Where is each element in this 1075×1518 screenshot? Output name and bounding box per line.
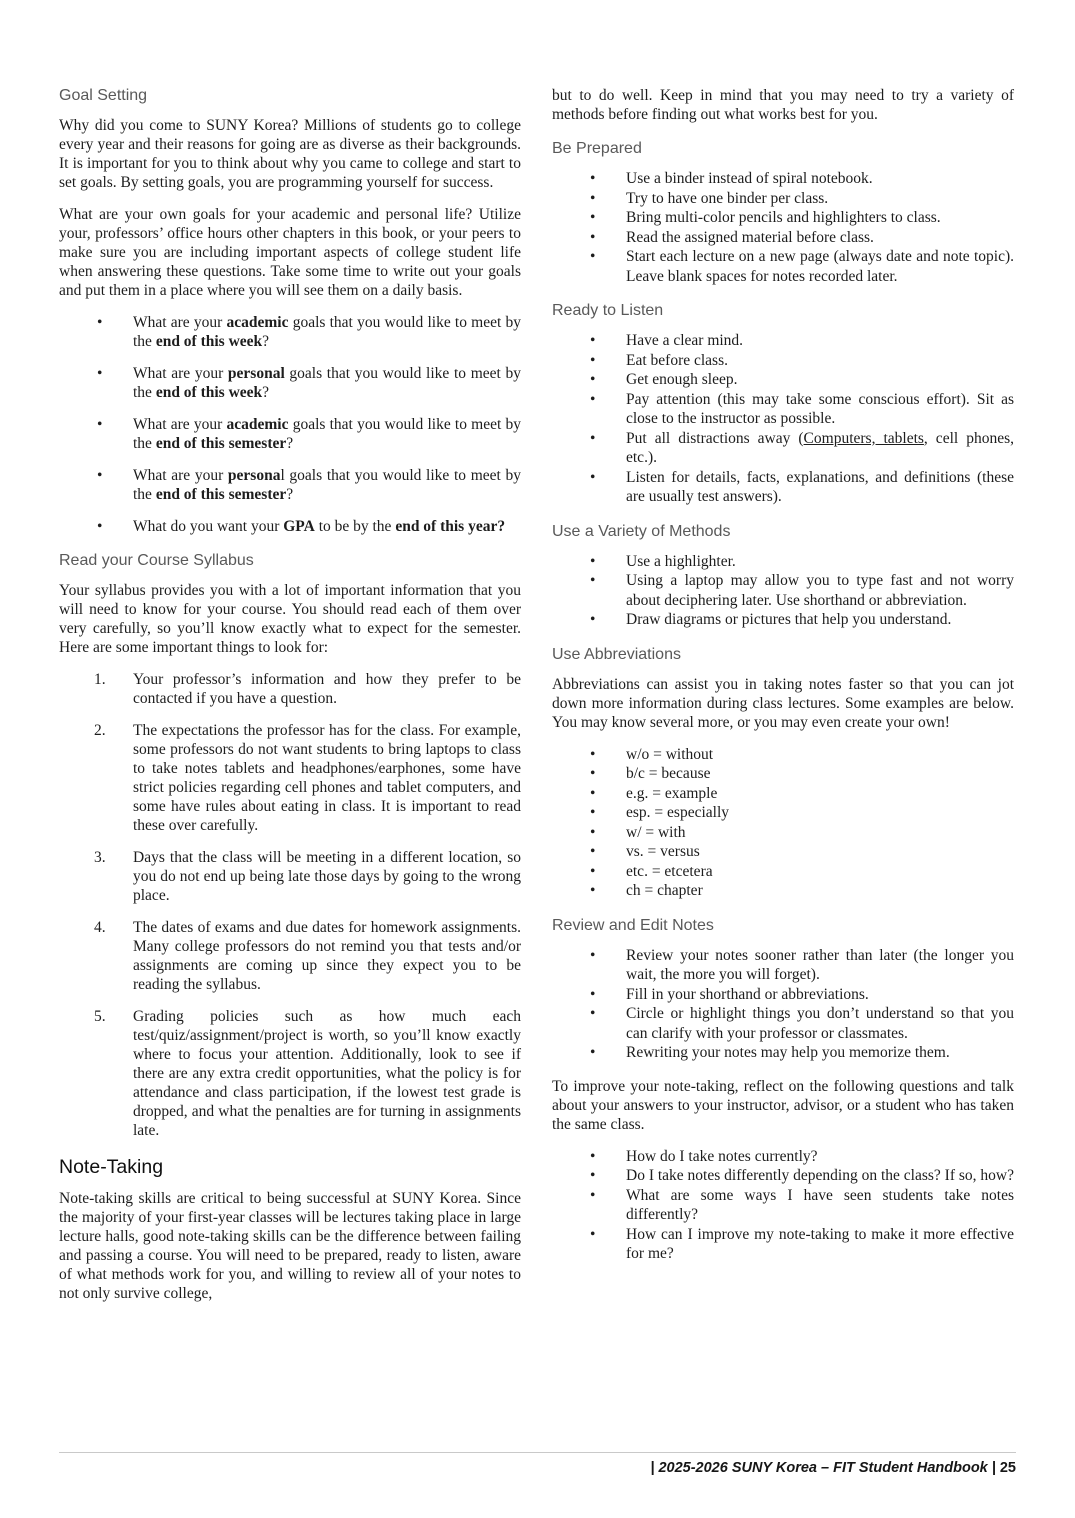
list-item: • Use a binder instead of spiral notebook. bbox=[552, 169, 1014, 189]
paragraph: Note-taking skills are critical to being successful at SUNY Korea. Since the majority of your first-year classes will be lectures taking place in large lecture halls, good note-taking skills can be the difference between failing and passing a course. You will need to be prepared, ready to listen, aware of what methods work for you, and willing to review all of your notes to not only survive college, bbox=[59, 1190, 521, 1302]
bold-text: end of this week bbox=[155, 384, 263, 401]
section-heading: Use a Variety of Methods bbox=[552, 522, 731, 540]
paragraph: Why did you come to SUNY Korea? Millions of students go to college every year and their reasons for going are as diverse as their backgrounds. It is important for you to think about why you came to college and start to set goals. By setting goals, you are programming yourself for success. bbox=[59, 117, 521, 191]
list-item: • ch = chapter bbox=[552, 881, 1014, 901]
paragraph: What are your own goals for your academic and personal life? Utilize your, professors’ office hours other chapters in this book, or your peers to make sure you are including important aspects of college student life when answering these questions. Take some time to write out your goals and put them in a place where you will see them on a daily basis. bbox=[59, 206, 521, 299]
list-item: • What do you want your GPA to be by the end of this year? bbox=[59, 517, 521, 536]
bold-text: academic bbox=[226, 314, 289, 331]
section-heading: Use Abbreviations bbox=[552, 645, 681, 663]
bullet-list bbox=[552, 552, 1014, 630]
list-item: • Bring multi-color pencils and highlighters to class. bbox=[552, 208, 1014, 228]
paragraph: To improve your note-taking, reflect on the following questions and talk about your answers to your instructor, advisor, or a student who has taken the same class. bbox=[552, 1077, 1014, 1133]
page-footer bbox=[59, 1452, 1016, 1476]
bold-text: end of this semester bbox=[155, 435, 287, 452]
list-item: • e.g. = example bbox=[552, 784, 1014, 804]
numbered-list bbox=[59, 670, 521, 1140]
list-item: • Start each lecture on a new page (always date and note topic). Leave blank spaces for notes recorded later. bbox=[552, 247, 1014, 286]
list-item: • What are some ways I have seen students take notes differently? bbox=[552, 1186, 1014, 1225]
list-item: • What are your personal goals that you would like to meet by the end of this semester? bbox=[59, 466, 521, 504]
bullet-list bbox=[552, 745, 1014, 901]
section-heading: Goal Setting bbox=[59, 87, 148, 104]
list-item: • Using a laptop may allow you to type fast and not worry about deciphering later. Use shorthand or abbreviation. bbox=[552, 571, 1014, 610]
bold-text: GPA bbox=[283, 518, 315, 535]
list-item: The dates of exams and due dates for homework assignments. Many college professors do not remind you that tests and/or assignments are coming up since they expect you to be reading the syllabus. bbox=[133, 919, 521, 993]
section-heading: Read your Course Syllabus bbox=[59, 552, 254, 569]
bullet-list bbox=[552, 331, 1014, 507]
bold-text: academic bbox=[226, 416, 289, 433]
left-column bbox=[59, 86, 521, 1316]
list-item: • w/ = with bbox=[552, 823, 1014, 843]
list-item: • How can I improve my note-taking to make it more effective for me? bbox=[552, 1225, 1014, 1264]
list-item: • What are your academic goals that you would like to meet by the end of this week? bbox=[59, 313, 521, 351]
bullet-list bbox=[552, 946, 1014, 1063]
bold-text: end of this semester bbox=[155, 486, 287, 503]
list-item: • b/c = because bbox=[552, 764, 1014, 784]
list-item: • Use a highlighter. bbox=[552, 552, 1014, 572]
list-item: • Put all distractions away (Computers, tablets, cell phones, etc.). bbox=[552, 429, 1014, 468]
right-column bbox=[552, 86, 1014, 1316]
list-item: • Circle or highlight things you don’t understand so that you can clarify with your professor or classmates. bbox=[552, 1004, 1014, 1043]
list-item: • What are your academic goals that you would like to meet by the end of this semester? bbox=[59, 415, 521, 453]
list-item: • Pay attention (this may take some conscious effort). Sit as close to the instructor as possible. bbox=[552, 390, 1014, 429]
list-item: Grading policies such as how much each test/quiz/assignment/project is worth, so you’ll know exactly where to focus your attention. Additionally, look to see if there are any extra credit opportunities, what the policy is for attendance and class participation, if the lowest test grade is dropped, and what the penalties are for turning in assignments late. bbox=[133, 1008, 521, 1139]
bullet-list bbox=[59, 313, 521, 536]
bold-text: personal bbox=[227, 365, 285, 382]
list-item: • esp. = especially bbox=[552, 803, 1014, 823]
list-item: • Read the assigned material before class. bbox=[552, 228, 1014, 248]
list-item: • Review your notes sooner rather than later (the longer you wait, the more you will forget). bbox=[552, 946, 1014, 985]
bold-text: end of this week bbox=[155, 333, 263, 350]
bullet-list bbox=[552, 1147, 1014, 1264]
page-heading: Note-Taking bbox=[59, 1156, 164, 1178]
list-item: • Get enough sleep. bbox=[552, 370, 1014, 390]
paragraph: but to do well. Keep in mind that you may need to try a variety of methods before finding out what works best for you. bbox=[552, 87, 1014, 123]
list-item: • Eat before class. bbox=[552, 351, 1014, 371]
list-item: • Draw diagrams or pictures that help you understand. bbox=[552, 610, 1014, 630]
paragraph: Your syllabus provides you with a lot of important information that you will need to know for your course. You should read each of them over very carefully, so you’ll know exactly what to expect for the semester. Here are some important things to look for: bbox=[59, 582, 521, 656]
section-heading: Ready to Listen bbox=[552, 302, 664, 319]
paragraph: Abbreviations can assist you in taking notes faster so that you can jot down more information during class lectures. Some examples are below. You may know several more, or you may even create your own! bbox=[552, 675, 1014, 731]
section-heading: Review and Edit Notes bbox=[552, 916, 714, 934]
list-item: • vs. = versus bbox=[552, 842, 1014, 862]
section-heading: Be Prepared bbox=[552, 140, 642, 157]
bold-text: end of this year? bbox=[395, 518, 506, 535]
footer-handbook-title: | 2025-2026 SUNY Korea – FIT Student Handbook | bbox=[650, 1460, 1000, 1476]
list-item: • Try to have one binder per class. bbox=[552, 189, 1014, 209]
list-item: Your professor’s information and how they prefer to be contacted if you have a question. bbox=[133, 671, 521, 707]
footer-page-number: 25 bbox=[999, 1460, 1016, 1476]
list-item: • etc. = etcetera bbox=[552, 862, 1014, 882]
list-item: • How do I take notes currently? bbox=[552, 1147, 1014, 1167]
bullet-list bbox=[552, 169, 1014, 286]
list-item: The expectations the professor has for the class. For example, some professors do not want students to bring laptops to class to take notes tablets and headphones/earphones, some have strict policies regarding cell phones and tablet computers, and some have rules about eating in class. It is important to read these over carefully. bbox=[133, 722, 521, 834]
bold-text: persona bbox=[227, 467, 281, 484]
list-item: • Fill in your shorthand or abbreviations. bbox=[552, 985, 1014, 1005]
list-item: • Have a clear mind. bbox=[552, 331, 1014, 351]
list-item: • Do I take notes differently depending on the class? If so, how? bbox=[552, 1166, 1014, 1186]
list-item: • Listen for details, facts, explanations, and definitions (these are usually test answers). bbox=[552, 468, 1014, 507]
underlined-text: Computers, tablets bbox=[803, 429, 924, 447]
list-item: Days that the class will be meeting in a different location, so you do not end up being late those days by going to the wrong place. bbox=[133, 849, 521, 904]
list-item: • Rewriting your notes may help you memorize them. bbox=[552, 1043, 1014, 1063]
list-item: • w/o = without bbox=[552, 745, 1014, 765]
list-item: • What are your personal goals that you would like to meet by the end of this week? bbox=[59, 364, 521, 402]
